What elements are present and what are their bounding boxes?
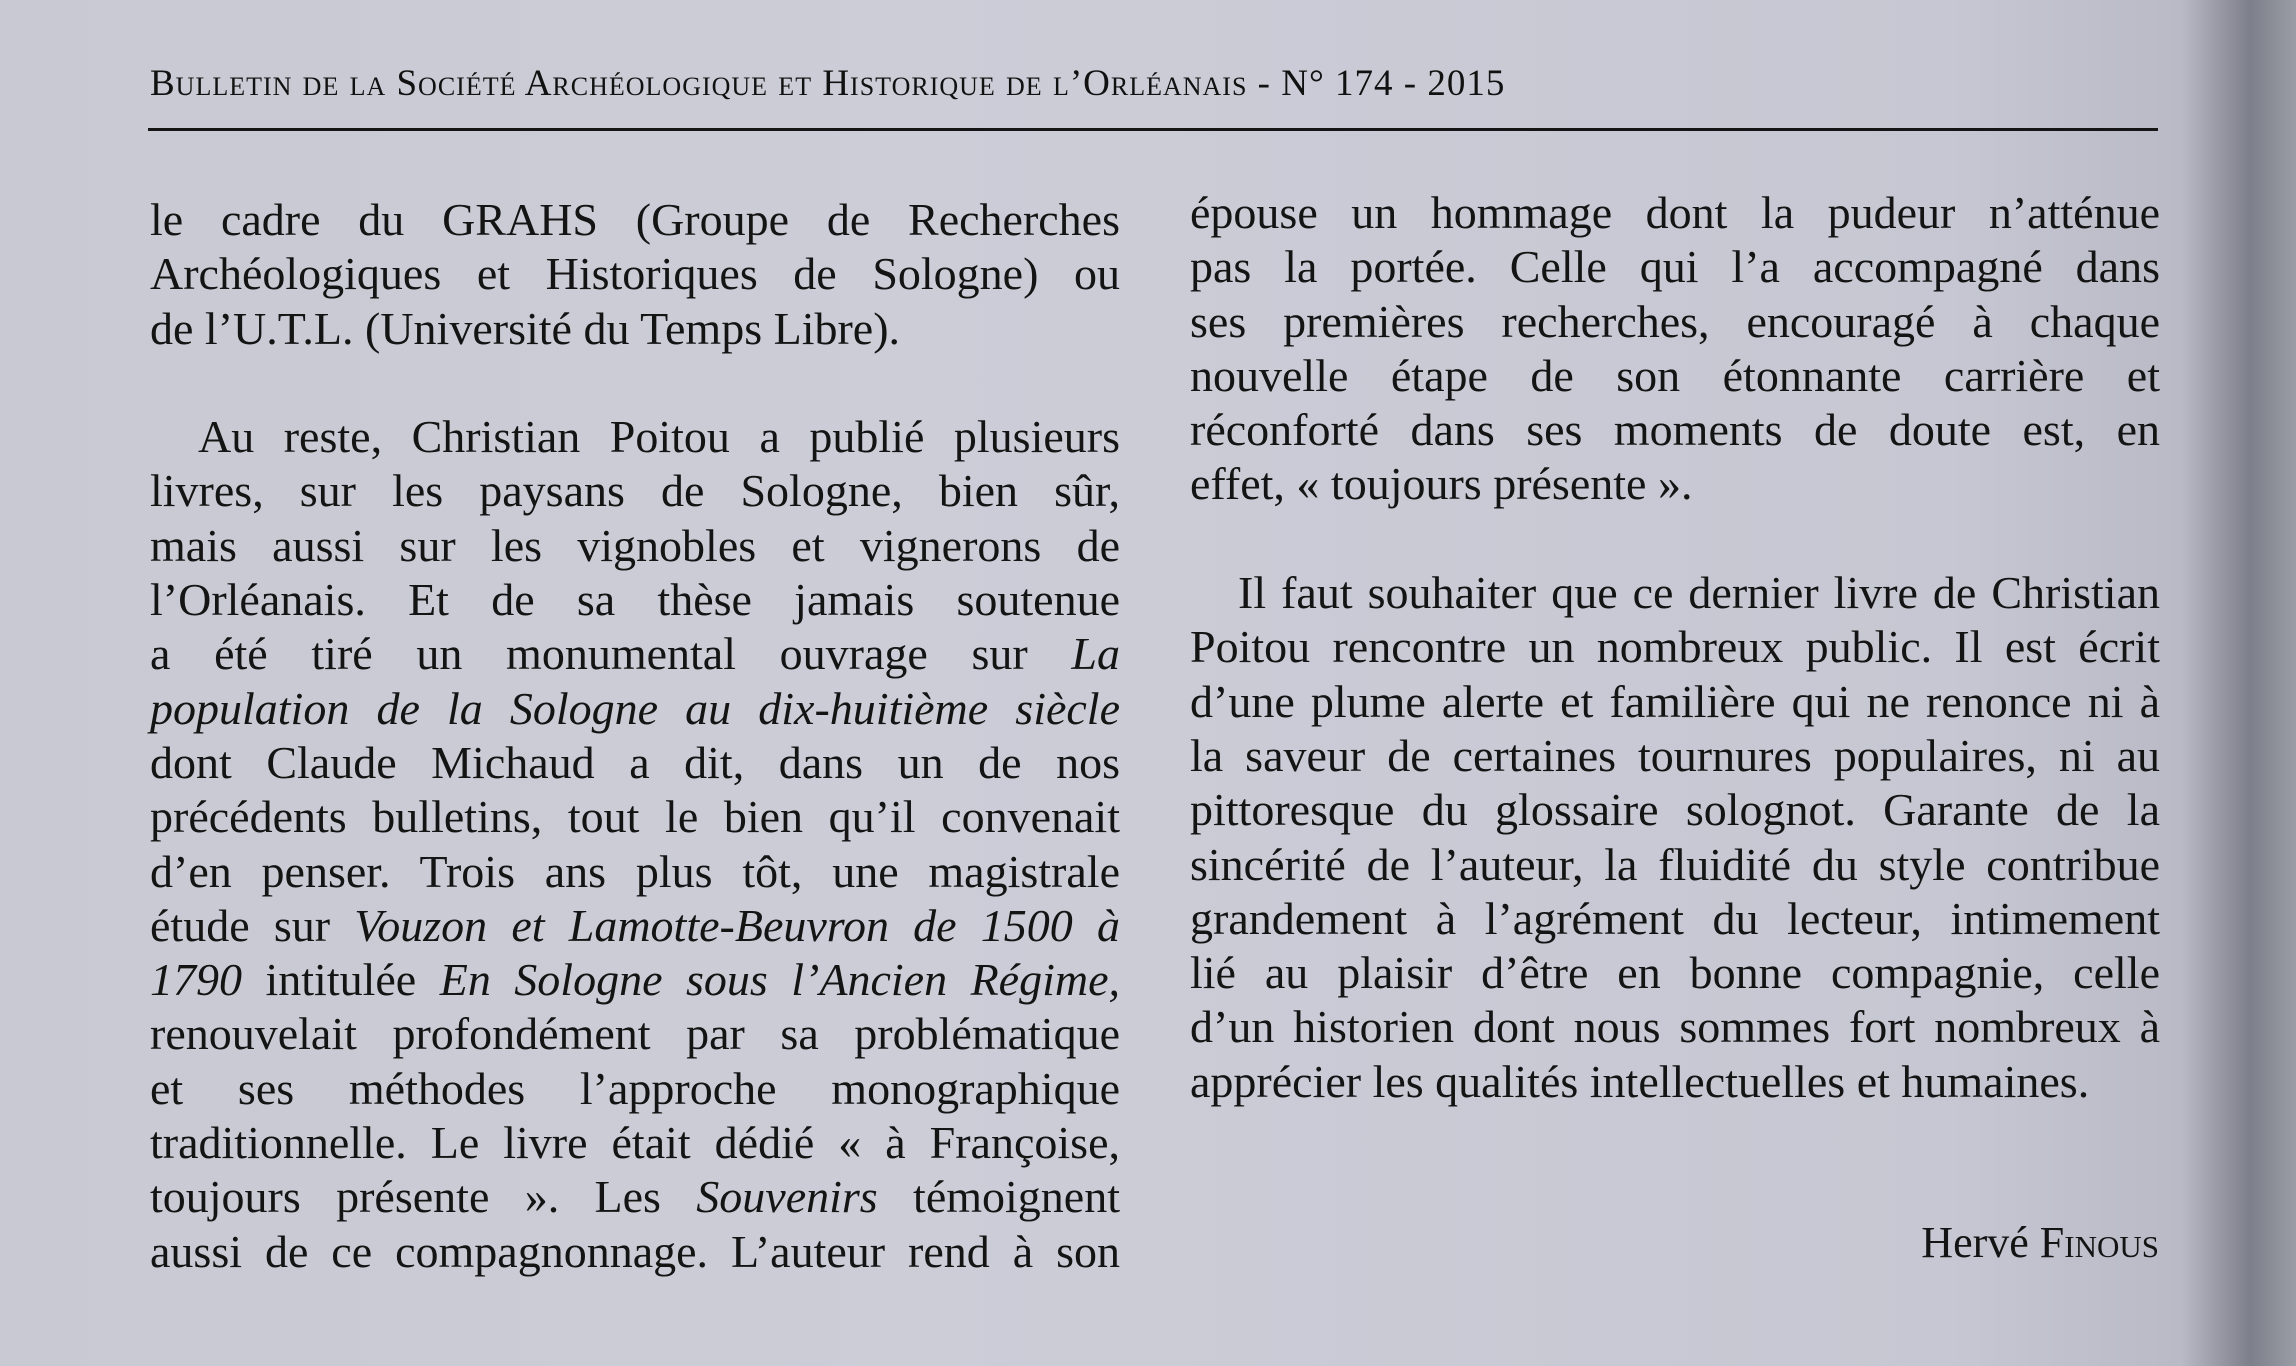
text-line (1190, 1000, 2160, 1054)
text-line (150, 1170, 1120, 1224)
running-header: Bulletin de la Société Archéologique et Historique de l’Orléanais - N° 174 - 2015 (150, 63, 1506, 104)
text-line (1190, 186, 2160, 240)
italic-title-text: Vouzon et Lamotte-Beuvron de 1500 à (354, 899, 1120, 951)
body-text: dont Claude Michaud a dit, dans un de nos (150, 736, 1120, 788)
body-text: pittoresque du glossaire solognot. Garante de la (1190, 784, 2160, 836)
text-line (150, 1116, 1120, 1170)
body-text: mais aussi sur les vignobles et vignerons de (150, 519, 1120, 571)
body-text: témoignent (877, 1171, 1120, 1223)
text-line (150, 627, 1120, 681)
text-line (150, 573, 1120, 627)
text-line (1190, 403, 2160, 457)
text-line (150, 464, 1120, 518)
body-text: Au reste, Christian Poitou a publié plusieurs (198, 411, 1120, 463)
text-line (150, 1007, 1120, 1061)
body-text: a été tiré un monumental ouvrage sur (150, 628, 1072, 680)
italic-title-text: 1790 (150, 954, 242, 1006)
body-text: d’en penser. Trois ans plus tôt, une magistrale (150, 845, 1120, 897)
text-line (1190, 1055, 2160, 1109)
body-text: précédents bulletins, tout le bien qu’il convenait (150, 791, 1120, 843)
text-line (150, 790, 1120, 844)
author-last-name: Finous (2039, 1218, 2159, 1267)
body-text: ses premières recherches, encouragé à chaque (1190, 295, 2160, 347)
body-text: apprécier les qualités intellectuelles et humaines. (1190, 1055, 2090, 1107)
text-line (150, 682, 1120, 736)
paragraph-gap (150, 356, 1120, 410)
text-line (150, 736, 1120, 790)
body-text: d’un historien dont nous sommes fort nombreux à (1190, 1001, 2160, 1053)
text-line (150, 845, 1120, 899)
text-line (1190, 566, 2160, 620)
text-line (1190, 620, 2160, 674)
text-line (1190, 729, 2160, 783)
body-text: traditionnelle. Le livre était dédié « à Françoise, (150, 1117, 1120, 1169)
text-line (150, 1062, 1120, 1116)
body-text: nouvelle étape de son étonnante carrière et (1190, 349, 2160, 401)
paragraph-gap (1190, 512, 2160, 566)
body-text: d’une plume alerte et familière qui ne renonce ni à (1190, 675, 2160, 727)
body-text: épouse un hommage dont la pudeur n’atténue (1190, 187, 2160, 238)
body-text: effet, « toujours présente ». (1190, 458, 1693, 510)
body-text: grandement à l’agrément du lecteur, intimement (1190, 892, 2160, 944)
body-text: de l’U.T.L. (Université du Temps Libre). (150, 302, 901, 354)
body-text: pas la portée. Celle qui l’a accompagné dans (1190, 241, 2160, 293)
body-text: la saveur de certaines tournures populaires, ni au (1190, 729, 2160, 781)
right-column (1190, 186, 2160, 1109)
body-text: livres, sur les paysans de Sologne, bien sûr, (150, 465, 1120, 517)
body-text: lié au plaisir d’être en bonne compagnie, celle (1190, 947, 2160, 999)
body-text: sincérité de l’auteur, la fluidité du style contribue (1190, 838, 2160, 890)
body-text: l’Orléanais. Et de sa thèse jamais soutenue (150, 574, 1120, 626)
body-text: renouvelait profondément par sa problématique (150, 1008, 1120, 1060)
body-text: réconforté dans ses moments de doute est, en (1190, 404, 2160, 456)
left-column (150, 193, 1120, 1279)
text-line (150, 193, 1120, 247)
text-line (1190, 838, 2160, 892)
author-first-name: Hervé (1921, 1218, 2029, 1267)
text-line (150, 1225, 1120, 1279)
text-line (1190, 946, 2160, 1000)
text-line (1190, 675, 2160, 729)
text-line (150, 899, 1120, 953)
text-line (1190, 892, 2160, 946)
body-text: Poitou rencontre un nombreux public. Il est écrit (1190, 621, 2160, 673)
text-line (150, 247, 1120, 301)
italic-title-text: Souvenirs (696, 1171, 878, 1223)
body-text: Archéologiques et Historiques de Sologne) ou (150, 248, 1120, 300)
body-text: étude sur (150, 899, 355, 951)
text-line (150, 302, 1120, 356)
text-line (1190, 457, 2160, 511)
body-text: le cadre du GRAHS (Groupe de Recherches (150, 194, 1120, 245)
body-text: toujours présente ». Les (150, 1171, 697, 1223)
header-rule (148, 128, 2158, 131)
body-text: Il faut souhaiter que ce dernier livre de Christian (1238, 567, 2160, 619)
body-text: intitulée (242, 954, 440, 1006)
italic-title-text: population de la Sologne au dix-huitième siècle (150, 682, 1120, 734)
text-line (150, 410, 1120, 464)
author-signature (1921, 1217, 2159, 1268)
text-line (150, 519, 1120, 573)
body-text: aussi de ce compagnonnage. L’auteur rend à son (150, 1225, 1120, 1277)
italic-title-text: En Sologne sous l’Ancien Régime, (439, 954, 1120, 1006)
text-line (1190, 295, 2160, 349)
text-line (1190, 783, 2160, 837)
text-line (1190, 240, 2160, 294)
body-text: et ses méthodes l’approche monographique (150, 1062, 1120, 1114)
text-line (150, 953, 1120, 1007)
italic-title-text: La (1071, 628, 1120, 680)
text-line (1190, 349, 2160, 403)
